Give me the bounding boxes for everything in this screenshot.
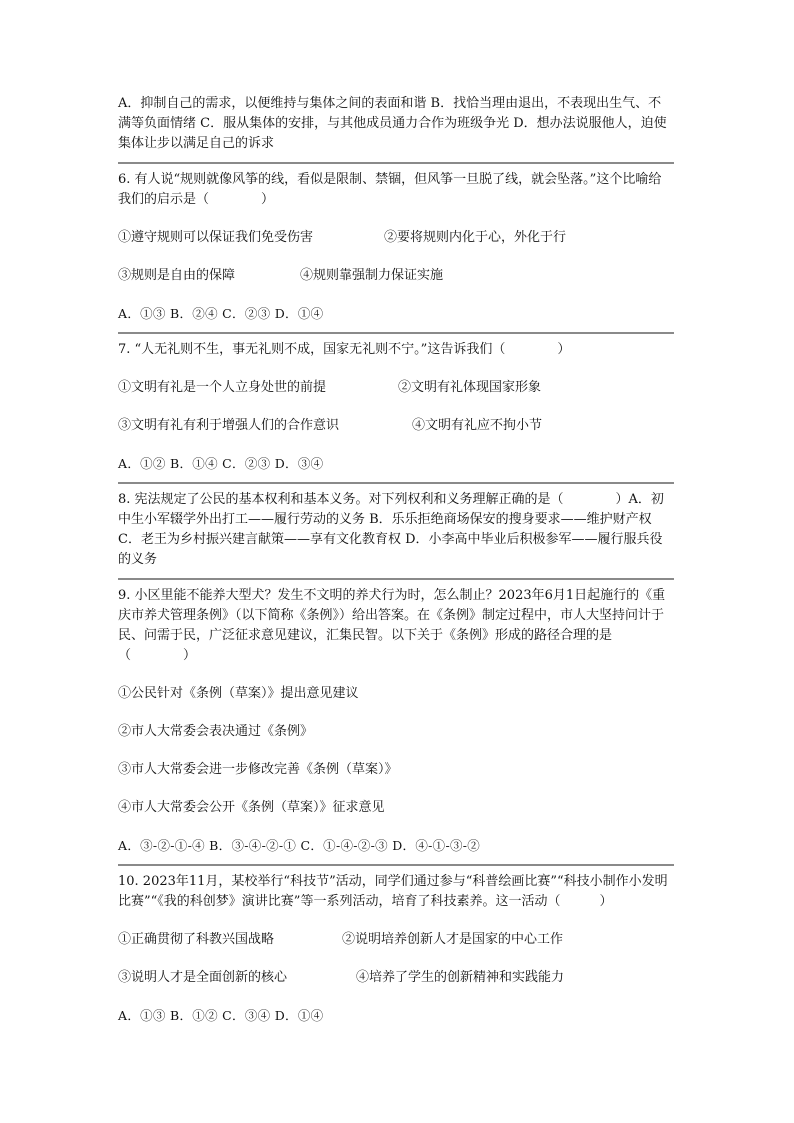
q7-options-row-2 xyxy=(118,416,674,436)
question-8 xyxy=(118,484,674,570)
q10-option-2: ②说明培养创新人才是国家的中心工作 xyxy=(342,932,564,947)
q9-option-2: ②市人大常委会表决通过《条例》 xyxy=(118,724,314,739)
q6-options-row-2 xyxy=(118,266,674,286)
question-10 xyxy=(118,866,674,1026)
q7-options-row-1 xyxy=(118,378,674,398)
q9-answer-choices: A．③-②-①-④ B．③-④-②-① C．①-④-②-③ D．④-①-③-② xyxy=(118,838,481,853)
q6-option-2: ②要将规则内化于心，外化于行 xyxy=(384,230,567,245)
q6-options-row-1 xyxy=(118,228,674,248)
q6-option-1: ①遵守规则可以保证我们免受伤害 xyxy=(118,230,314,245)
q10-answer-choices: A．①③ B．①② C．③④ D．①④ xyxy=(118,1008,324,1023)
q7-stem: 7. “人无礼则不生，事无礼则不成，国家无礼则不宁。”这告诉我们（ ） xyxy=(118,342,571,357)
q7-option-4: ④文明有礼应不拘小节 xyxy=(412,418,543,433)
q6-option-4: ④规则靠强制力保证实施 xyxy=(300,268,444,283)
exam-page xyxy=(118,94,674,1026)
q7-option-1: ①文明有礼是一个人立身处世的前提 xyxy=(118,380,327,395)
q9-stem: 9. 小区里能不能养大型犬？发生不文明的养犬行为时，怎么制止？2023年6月1日起施行的《重庆市养犬管理条例》（以下简称《条例》）给出答案。在《条例》制定过程中，市人大坚持问计于民、问需于民，广泛征求意见建议，汇集民智。以下关于《条例》形成的路径合理的是（ ） xyxy=(118,588,666,663)
q5-options-text: A．抑制自己的需求，以便维持与集体之间的表面和谐 B．找恰当理由退出，不表现出生气、不满等负面情绪 C．服从集体的安排，与其他成员通力合作为班级争光 D．想办法说服他人，迫使集体让步以满足自己的诉求 xyxy=(118,96,667,151)
question-9 xyxy=(118,580,674,856)
question-7 xyxy=(118,334,674,474)
q8-stem: 8. 宪法规定了公民的基本权利和基本义务。对下列权利和义务理解正确的是（ ）A．初中生小军辍学外出打工——履行劳动的义务 B．乐乐拒绝商场保安的搜身要求——维护财产权 C．老王为乡村振兴建言献策——享有文化教育权 D．小李高中毕业后积极参军——履行服兵役的义务 xyxy=(118,492,664,567)
q9-option-1: ①公民针对《条例（草案）》提出意见建议 xyxy=(118,686,359,701)
q10-stem: 10. 2023年11月，某校举行“科技节”活动，同学们通过参与“科普绘画比赛”“科技小制作小发明比赛”“《我的科创梦》演讲比赛”等一系列活动，培育了科技素养。这一活动（ ） xyxy=(118,874,668,909)
q6-option-3: ③规则是自由的保障 xyxy=(118,268,236,283)
q6-answer-choices: A．①③ B．②④ C．②③ D．①④ xyxy=(118,306,324,321)
question-6 xyxy=(118,164,674,324)
q9-option-3: ③市人大常委会进一步修改完善《条例（草案）》 xyxy=(118,762,398,777)
q7-option-3: ③文明有礼有利于增强人们的合作意识 xyxy=(118,418,340,433)
q9-option-4: ④市人大常委会公开《条例（草案）》征求意见 xyxy=(118,800,385,815)
q6-stem: 6. 有人说“规则就像风筝的线，看似是限制、禁锢，但风筝一旦脱了线，就会坠落。”这个比喻给我们的启示是（ ） xyxy=(118,172,662,207)
q10-option-3: ③说明人才是全面创新的核心 xyxy=(118,970,288,985)
q10-options-row-1 xyxy=(118,930,674,950)
q7-answer-choices: A．①② B．①④ C．②③ D．③④ xyxy=(118,456,324,471)
q10-option-1: ①正确贯彻了科教兴国战略 xyxy=(118,932,275,947)
q7-option-2: ②文明有礼体现国家形象 xyxy=(398,380,542,395)
q10-option-4: ④培养了学生的创新精神和实践能力 xyxy=(356,970,565,985)
q10-options-row-2 xyxy=(118,968,674,988)
